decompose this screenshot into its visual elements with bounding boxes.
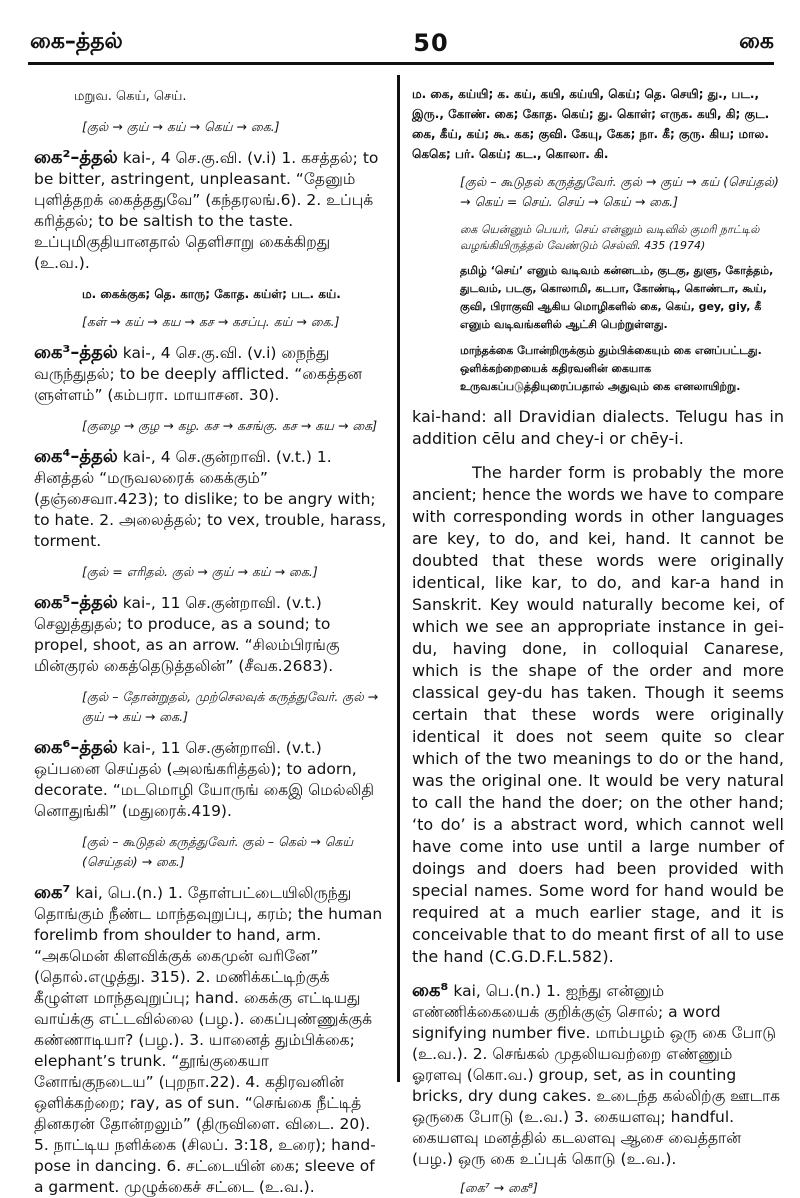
entry-8-body: kai, பெ.(n.) 1. ஐந்து என்னும் எண்ணிக்கையைக் குறிக்குஞ் சொல்; a word signifying number five. மாம்பழம் ஒரு கை போடு (உ.வ.). 2. செங்கல் முதலியவற்றை எண்ணும் ஓரளவு (கொ.வ.) group, set, as in counting bricks, dry dung cakes. உடைந்த கல்லிற்கு ஊடாக ஒருகை போடு (உ.வ.) 3. கையளவு; handful. கையளவு மனத்தில் கடலளவு ஆசை வைத்தான் (பழ.) ஒரு கை உப்புக் கொடு (உ.வ.).	[412, 982, 781, 1168]
entry-1-variant: மறுவ. கெய், செய்.	[74, 89, 187, 104]
page-number: 50	[413, 29, 449, 57]
entry-7	[34, 882, 388, 1198]
english-note-caldwell: The harder form is probably the more ancient; hence the words we have to compare with corresponding words in other languages are key, to do, and kei, hand. It cannot be doubted that these words were originally identical, like kar, to do, and kar-a hand in Sanskrit. Key would naturally become kei, of which we see an appropriate instance in gei-du, having done, in colloquial Canarese, which is the shape of the order and more classical gey-du has taken. Though it seems certain that these words were originally identical it does not seem quite so clear which of the two meanings to do or the hand, was the original one. It would be very natural to call the hand the doer; on the other hand; ‘to do’ is a abstract word, which cannot well have come into use until a large number of doings and doers had been provided with special names. Some word for hand would be required at a much earlier stage, and it is conceivable that to do meant first of all to use the hand (C.G.D.F.L.582).	[412, 463, 784, 966]
entry-2-etymology: [கள் → கய் → கய → கச → கசப்பு. கய் → கை.]	[82, 314, 340, 329]
entry-3-etymology: [குழை → குழ → கழ. கச → கசங்கு. கச → கய → கை]	[82, 418, 378, 433]
entry-3-body: kai-, 4 செ.கு.வி. (v.i) நைந்து வருந்துதல்; to be deeply afflicted. “கைத்தன ளுள்ளம்” (கம்பரா. மாயாசன. 30).	[34, 344, 363, 404]
entry-6-body: kai-, 11 செ.குன்றாவி. (v.t.) ஒப்பனை செய்தல் (அலங்கரித்தல்); to adorn, decorate. “மடமொழி யோருங் கைஇ மெல்லிதி னொதுங்கி” (மதுரைக்.419).	[34, 739, 375, 820]
entry-7-etymology: [குல் – கூடுதல் கருத்துவேர். குல் → குய் → கய் (செய்தல்) → கெய் = செய். செய் → கெய் → கை.]	[460, 174, 779, 209]
entry-2-cognates: ம. கைக்குக; தெ. காரு; கோத. கய்ள்; பட. கய்.	[82, 287, 341, 301]
entry-2-headword: கை²–த்தல்	[34, 147, 118, 168]
entry-2-body: kai-, 4 செ.கு.வி. (v.i) 1. கசத்தல்; to be bitter, astringent, unpleasant. “தேனும் புளித்தறக் கைத்ததுவே” (கந்தரலங்.6). 2. உப்புக் கரித்தல்; to be saltish to the taste. உப்புமிகுதியானதால் தெளிசாறு கைக்கிறது (உ.வ.).	[34, 149, 379, 272]
running-head	[30, 26, 774, 60]
note-selvi: கை யென்னும் பெயர், செய் என்னும் வடிவில் குமரி நாட்டில் வழங்கியிருத்தல் வேண்டும் செல்வி. 435 (1974)	[460, 223, 760, 252]
entry-8-crossref: [கை⁷ → கை⁸]	[460, 1180, 538, 1195]
header-left-word: கை–த்தல்	[30, 29, 123, 54]
left-column	[34, 72, 388, 1196]
column-divider	[397, 75, 400, 1082]
entry-4-headword: கை⁴–த்தல்	[34, 446, 118, 467]
header-rule	[28, 62, 774, 65]
entry-5-etymology: [குல் – தோன்றுதல், முற்செலவுக் கருத்துவேர். குல் → குய் → கய் → கை.]	[82, 689, 379, 724]
entry-5	[34, 592, 388, 677]
note-dialect-forms: தமிழ் ‘செய்’ எனும் வடிவம் கன்னடம், குடகு, துளு, கோத்தம், துடவம், படகு, கொலாமி, கடபா, கோண்டி, கொண்டா, கூய், குவி, பிராகுவி ஆகிய மொழிகளில் கை, கெய், gey, giy, கீ எனும் வடிவங்களில் ஆட்சி பெற்றுள்ளது.	[460, 264, 774, 331]
entry-7-cognates: ம. கை, கய்யி; க. கய், கயி, கய்யி, கெய்; தெ. செயி; து., பட., இரு., கோண். கை; கோத. கெய்; து. கொள்; எருக. கயி, கி; குட. கை, கீய், கய்; கூ. கக; குவி. கேயு, கேக; நா. கீ; குரு. கிய; மால. கெகெ; பர். கெய்; கட., கொலா. கி.	[412, 87, 770, 161]
entry-5-headword: கை⁵–த்தல்	[34, 592, 118, 613]
entry-6-etymology: [குல் – கூடுதல் கருத்துவேர். குல் – கெல் → கெய் (செய்தல்) → கை.]	[82, 834, 354, 869]
entry-8	[412, 980, 784, 1170]
entry-6	[34, 737, 388, 822]
right-column	[412, 72, 784, 1195]
entry-6-headword: கை⁶–த்தல்	[34, 737, 118, 758]
english-note-dravidian: kai-hand: all Dravidian dialects. Telugu has in addition cēlu and chey-i or chēy-i.	[412, 407, 784, 448]
note-trunk-ray: மாந்தக்கை போன்றிருக்கும் தும்பிக்கையும் கை எனப்பட்டது. ஒளிக்கற்றையைக் கதிரவனின் கையாக உருவகப்படுத்தியுரைப்பதால் அதுவும் கை எனலாயிற்று.	[460, 344, 762, 393]
entry-1-etymology: [குல் → குய் → கய் → கெய் → கை.]	[82, 119, 280, 134]
entry-4	[34, 446, 388, 552]
entry-5-body: kai-, 11 செ.குன்றாவி. (v.t.) செலுத்துதல்; to produce, as a sound; to propel, shoot, as an arrow. “சிலம்பிரங்கு மின்குரல் கைத்தெடுத்தலின்” (சீவக.2683).	[34, 594, 340, 675]
entry-3-headword: கை³–த்தல்	[34, 342, 118, 363]
entry-8-headword: கை⁸	[412, 980, 449, 1001]
entry-4-etymology: [குல் = எரிதல். குல் → குய் → கய் → கை.]	[82, 564, 318, 579]
entry-7-headword: கை⁷	[34, 882, 71, 903]
entry-2	[34, 147, 388, 274]
entry-7-body: kai, பெ.(n.) 1. தோள்பட்டையிலிருந்து தொங்கும் நீண்ட மாந்தவுறுப்பு, கரம்; the human forelimb from shoulder to hand, arm. “அகமென் கிளவிக்குக் கைமுன் வரினே” (தொல்.எழுத்து. 315). 2. மணிக்கட்டிற்குக் கீழுள்ள மாந்தவுறுப்பு; hand. கைக்கு எட்டியது வாய்க்கு எட்டவில்லை (பழ.). கைப்புண்ணுக்குக் கண்ணாடியா? (பழ.). 3. யானைத் தும்பிக்கை; elephant’s trunk. “தூங்குகையா னோங்குநடைய” (புறநா.22). 4. கதிரவனின் ஒளிக்கற்றை; ray, as of sun. “செங்கை நீட்டித் தினகரன் தோன்றலும்” (திருவிளை. விடை. 20). 5. நாட்டிய நளிக்கை (சிலப். 3:18, உரை); hand-pose in dancing. 6. சட்டையின் கை; sleeve of a garment. முழுக்கைச் சட்டை (உ.வ.).	[34, 884, 383, 1196]
entry-3	[34, 342, 388, 406]
entry-4-body: kai-, 4 செ.குன்றாவி. (v.t.) 1. சினத்தல் “மருவலரைக் கைக்கும்” (தஞ்சைவா.423); to dislike; to be angry with; to hate. 2. அலைத்தல்; to vex, trouble, harass, torment.	[34, 448, 387, 550]
header-right-word: கை	[739, 29, 774, 54]
